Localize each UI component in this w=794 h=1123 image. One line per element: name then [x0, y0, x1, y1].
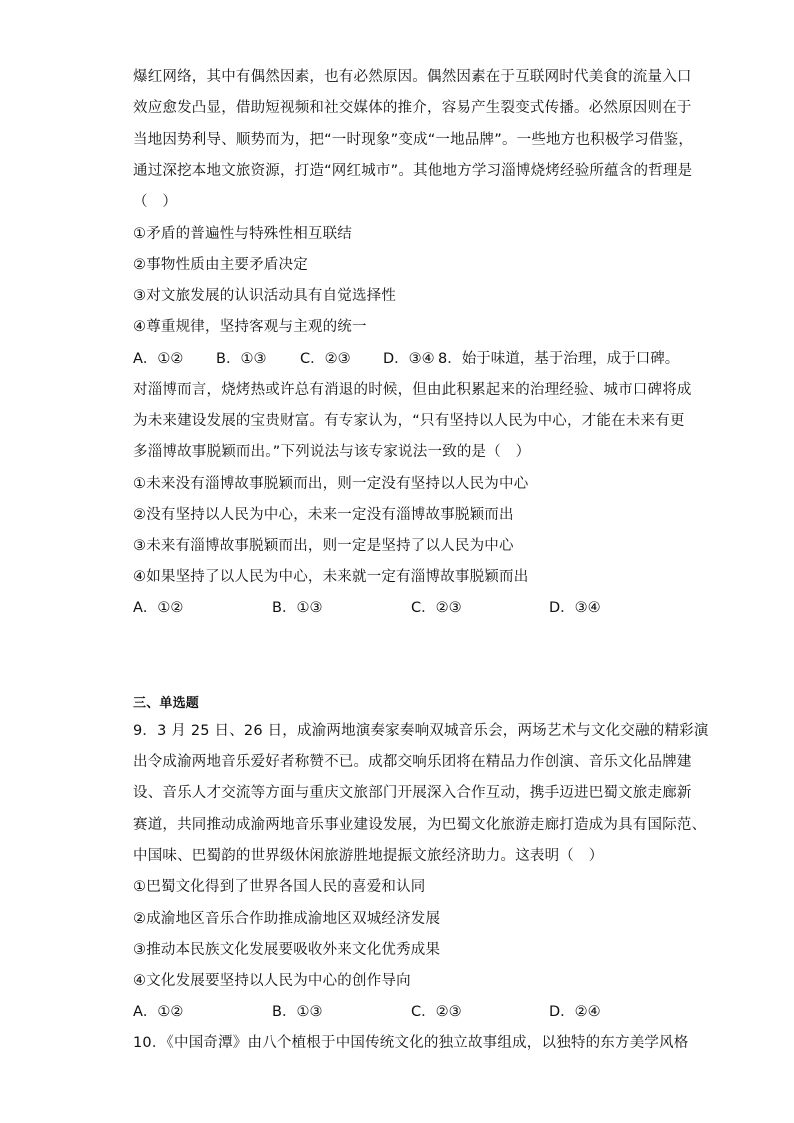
q7-text-line: （ ）	[133, 194, 178, 210]
q9-text-line: 赛道，共同推动成渝两地音乐事业建设发展，为巴蜀文化旅游走廊打造成为具有国际范、	[133, 817, 707, 833]
q7-item: ①矛盾的普遍性与特殊性相互联结	[133, 226, 352, 242]
q8-item: ①未来没有淄博故事脱颖而出，则一定没有坚持以人民为中心	[133, 476, 529, 492]
q9-text-line: 中国味、巴蜀韵的世界级休闲旅游胜地提振文旅经济助力。这表明（ ）	[133, 848, 604, 864]
q7-options-row	[133, 349, 693, 369]
q7-item: ②事物性质由主要矛盾决定	[133, 257, 308, 273]
q7-text-line: 效应愈发凸显，借助短视频和社交媒体的推介，容易产生裂变式传播。必然原因则在于	[133, 100, 692, 116]
q9-options-row	[133, 1002, 653, 1022]
q7-option-a[interactable]: A．①②	[133, 351, 184, 367]
q8-option-c[interactable]: C．②③	[411, 600, 462, 616]
q8-option-d[interactable]: D．③④	[549, 600, 601, 616]
q9-item: ②成渝地区音乐合作助推成渝地区双城经济发展	[133, 911, 441, 927]
q9-option-b[interactable]: B．①③	[272, 1004, 323, 1020]
q9-text-line: 设、音乐人才交流等方面与重庆文旅部门开展深入合作互动，携手迈进巴蜀文旅走廊新	[133, 785, 692, 801]
q9-option-a[interactable]: A．①②	[133, 1004, 184, 1020]
q8-option-a[interactable]: A．①②	[133, 600, 184, 616]
q7-text-line: 当地因势利导、顺势而为，把“一时现象”变成“一地品牌”。一些地方也积极学习借鉴，	[133, 132, 694, 148]
q8-option-b[interactable]: B．①③	[272, 600, 323, 616]
q8-first-line: 8．始于味道，基于治理，成于口碑。	[438, 351, 680, 367]
q8-options-row	[133, 598, 653, 618]
q7-item: ③对文旅发展的认识活动具有自觉选择性	[133, 288, 397, 304]
q9-item: ③推动本民族文化发展要吸收外来文化优秀成果	[133, 942, 441, 958]
q7-text-line: 爆红网络，其中有偶然因素，也有必然原因。偶然因素在于互联网时代美食的流量入口	[133, 69, 692, 85]
q10-text-line: 10．《中国奇潭》由八个植根于中国传统文化的独立故事组成，以独特的东方美学风格	[133, 1035, 689, 1051]
q9-item: ④文化发展要坚持以人民为中心的创作导向	[133, 973, 411, 989]
q9-option-d[interactable]: D．②④	[549, 1004, 601, 1020]
q7-text-line: 通过深挖本地文旅资源，打造“网红城市”。其他地方学习淄博烧烤经验所蕴含的哲理是	[133, 163, 693, 179]
q8-item: ④如果坚持了以人民为中心，未来就一定有淄博故事脱颖而出	[133, 569, 529, 585]
q8-item: ③未来有淄博故事脱颖而出，则一定是坚持了以人民为中心	[133, 538, 514, 554]
q9-option-c[interactable]: C．②③	[411, 1004, 462, 1020]
q9-text-line: 出令成渝两地音乐爱好者称赞不已。成都交响乐团将在精品力作创演、音乐文化品牌建	[133, 754, 692, 770]
q9-item: ①巴蜀文化得到了世界各国人民的喜爱和认同	[133, 879, 426, 895]
section-heading: 三、单选题	[133, 696, 200, 711]
q8-text-line: 为未来建设发展的宝贵财富。有专家认为，“只有坚持以人民为中心，才能在未来有更	[133, 413, 685, 429]
q7-option-d[interactable]: D．③④	[383, 351, 435, 367]
q7-option-c[interactable]: C．②③	[300, 351, 351, 367]
q7-item: ④尊重规律，坚持客观与主观的统一	[133, 319, 367, 335]
q7-option-b[interactable]: B．①③	[216, 351, 267, 367]
q9-text-line: 9．3 月 25 日、26 日，成渝两地演奏家奏响双城音乐会，两场艺术与文化交融的精彩演	[133, 723, 709, 739]
q8-text-line: 多淄博故事脱颖而出。”下列说法与该专家说法一致的是（ ）	[133, 444, 531, 460]
q8-text-line: 对淄博而言，烧烤热或许总有消退的时候，但由此积累起来的治理经验、城市口碑将成	[133, 382, 692, 398]
q8-item: ②没有坚持以人民为中心，未来一定没有淄博故事脱颖而出	[133, 507, 514, 523]
